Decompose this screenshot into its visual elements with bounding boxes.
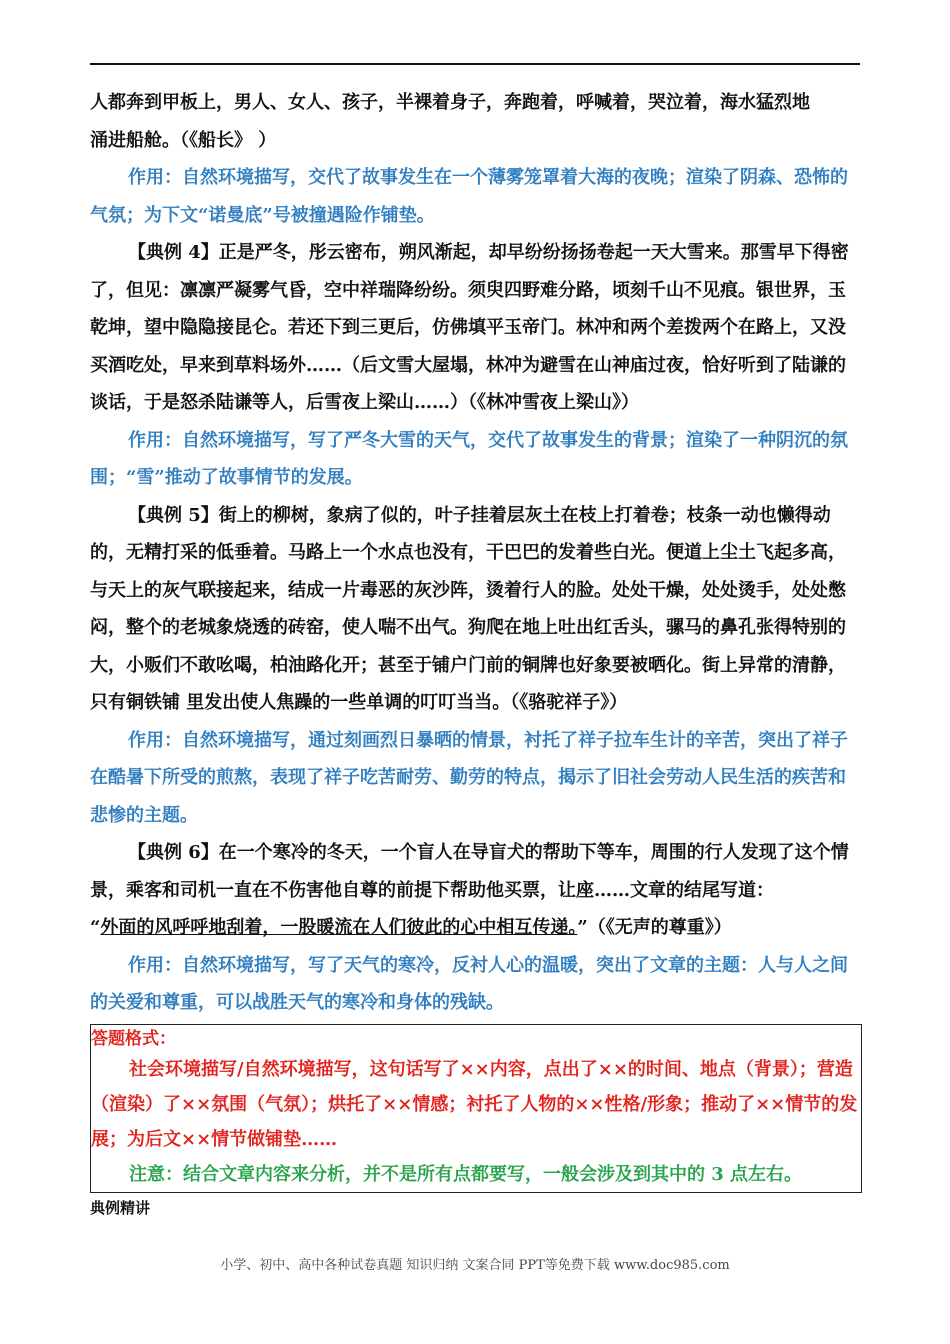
example3-effect: 作用：自然环境描写，交代了故事发生在一个薄雾笼罩着大海的夜晚；渲染了阴森、恐怖的气氛；为下文“诺曼底”号被撞遇险作铺垫。: [90, 167, 848, 226]
example4-effect: 作用：自然环境描写，写了严冬大雪的天气，交代了故事发生的背景；渲染了一种阴沉的氛围；“雪”推动了故事情节的发展。: [90, 429, 848, 488]
answer-format-note: 注意：结合文章内容来分析，并不是所有点都要写，一般会涉及到其中的 3 点左右。: [129, 1163, 803, 1185]
header-rule: [90, 63, 860, 65]
example5-text: 【典例 5】街上的柳树，象病了似的，叶子挂着层灰土在枝上打着卷；枝条一动也懒得动的，无精打采的低垂着。马路上一个水点也没有，干巴巴的发着些白光。便道上尘土飞起多高，与天上的灰气联接起来，结成一片毒恶的灰沙阵，烫着行人的脸。处处干燥，处处烫手，处处憋闷，整个的老城象烧透的砖窑，使人喘不出气。狗爬在地上吐出红舌头，骡马的鼻孔张得特别的大，小贩们不敢吆喝，柏油路化开；甚至于铺户门前的铜牌也好象要被晒化。街上异常的清静，只有铜铁铺 里发出使人焦躁的一些单调的叮叮当当。（《骆驼祥子》）: [90, 504, 846, 713]
continued-passage-source: 涌进船舱。（《船长》 ）: [90, 129, 277, 151]
quote-open-mark: “: [90, 917, 101, 938]
document-body: [90, 84, 862, 1223]
example6-source: ”（《无声的尊重》）: [577, 917, 732, 938]
example5-effect: 作用：自然环境描写，通过刻画烈日暴晒的情景，衬托了祥子拉车生计的辛苦，突出了祥子在酷暑下所受的煎熬，表现了祥子吃苦耐劳、勤劳的特点，揭示了旧社会劳动人民生活的疾苦和悲惨的主题。: [90, 729, 848, 826]
example6-text: 【典例 6】在一个寒冷的冬天，一个盲人在导盲犬的帮助下等车，周围的行人发现了这个情景，乘客和司机一直在不伤害他自尊的前提下帮助他买票，让座……文章的结尾写道：: [90, 842, 849, 901]
answer-format-box: [90, 1024, 862, 1193]
answer-format-body: 社会环境描写/自然环境描写，这句话写了××内容，点出了××的时间、地点（背景）；营造（渲染）了××氛围（气氛）；烘托了××情感；衬托了人物的××性格/形象；推动了××情节的发展；为后文××情节做铺垫……: [91, 1058, 858, 1150]
example6-quote-line: [90, 909, 862, 947]
example6-effect: 作用：自然环境描写，写了天气的寒冷，反衬人心的温暖，突出了文章的主题：人与人之间的关爱和尊重，可以战胜天气的寒冷和身体的残缺。: [90, 954, 848, 1013]
section-heading: 典例精讲: [90, 1198, 151, 1217]
example4-text: 【典例 4】正是严冬，彤云密布，朔风渐起，却早纷纷扬扬卷起一天大雪来。那雪早下得密了，但见：凛凛严凝雾气昏，空中祥瑞降纷纷。须臾四野难分路，顷刻千山不见痕。银世界，玉乾坤，望中隐隐接昆仑。若还下到三更后，仿佛填平玉帝门。林冲和两个差拨两个在路上，又没买酒吃处，早来到草料场外……（后文雪大屋塌，林冲为避雪在山神庙过夜，恰好听到了陆谦的谈话，于是怒杀陆谦等人，后雪夜上梁山……）（《林冲雪夜上梁山》）: [90, 242, 849, 413]
example6-quote: 外面的风呼呼地刮着，一股暖流在人们彼此的心中相互传递。: [100, 917, 578, 938]
answer-format-title: 答题格式：: [91, 1028, 176, 1049]
continued-passage-line: 人都奔到甲板上，男人、女人、孩子，半裸着身子，奔跑着，呼喊着，哭泣着，海水猛烈地: [90, 92, 810, 113]
page-footer: 小学、初中、高中各种试卷真题 知识归纳 文案合同 PPT等免费下载 www.doc985.com: [220, 1258, 730, 1273]
